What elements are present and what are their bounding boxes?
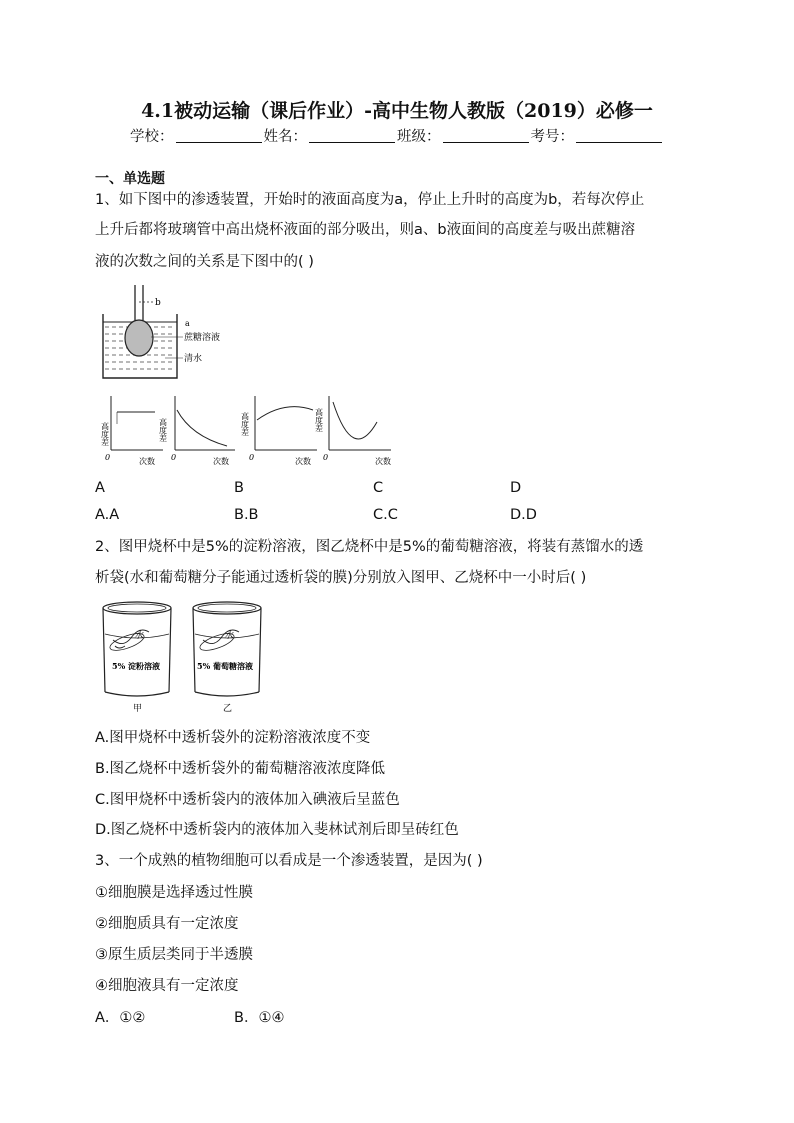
graph-b xyxy=(159,396,236,466)
beaker-yi-bag-label: 水 xyxy=(224,631,234,641)
q1-stem-line-2: 上升后都将玻璃管中高出烧杯液面的部分吸出，则a、b液面间的高度差与吸出蔗糖溶 xyxy=(95,222,636,238)
q1-stem-line-3: 液的次数之间的关系是下图中的( ) xyxy=(95,254,314,270)
q3-item-3: ③原生质层类同于半透膜 xyxy=(95,947,253,963)
graph-c-origin: 0 xyxy=(249,453,255,462)
q2-option-d[interactable]: D.图乙烧杯中透析袋内的液体加入斐林试剂后即呈砖红色 xyxy=(95,822,459,838)
q1-option-d[interactable]: D.D xyxy=(510,507,537,523)
label-clear-water: 清水 xyxy=(184,354,203,364)
page-title: 4.1被动运输（课后作业）-高中生物人教版（2019）必修一 xyxy=(141,100,653,122)
graph-a-origin: 0 xyxy=(105,453,111,462)
q1-option-b[interactable]: B.B xyxy=(234,507,259,523)
beaker-jia-name: 甲 xyxy=(133,704,143,714)
q3-option-a[interactable]: A．①② xyxy=(95,1010,146,1026)
graph-a-xlabel: 次数 xyxy=(139,457,155,466)
beaker-yi-solution-label: 5% 葡萄糖溶液 xyxy=(197,661,253,671)
name-label: 姓名： xyxy=(263,129,307,145)
apparatus-bulb xyxy=(125,320,153,356)
graph-b-ylabel: 高度差 xyxy=(158,418,168,442)
q1-graph-options xyxy=(95,388,395,468)
graph-c-xlabel: 次数 xyxy=(295,457,311,466)
q2-beakers-figure xyxy=(95,596,275,714)
name-blank[interactable] xyxy=(309,128,395,143)
q2-stem-line-2: 析袋(水和葡萄糖分子能通过透析袋的膜)分别放入图甲、乙烧杯中一小时后( ) xyxy=(95,570,587,586)
student-info-row xyxy=(0,125,794,146)
exam-no-blank[interactable] xyxy=(576,128,662,143)
osmosis-apparatus-figure xyxy=(95,282,255,382)
q3-option-b[interactable]: B．①④ xyxy=(234,1010,285,1026)
q3-item-1: ①细胞膜是选择透过性膜 xyxy=(95,885,253,901)
beaker-jia xyxy=(103,602,171,714)
graph-a-ylabel: 高度差 xyxy=(100,422,110,446)
label-sucrose-solution: 蔗糖溶液 xyxy=(184,333,221,343)
school-label: 学校： xyxy=(130,129,174,145)
label-b: b xyxy=(155,298,161,308)
class-label: 班级： xyxy=(397,129,441,145)
q2-option-c[interactable]: C.图甲烧杯中透析袋内的液体加入碘液后呈蓝色 xyxy=(95,792,400,808)
exam-no-label: 考号： xyxy=(530,129,574,145)
q3-item-4: ④细胞液具有一定浓度 xyxy=(95,978,239,994)
graph-c xyxy=(241,396,318,466)
q3-item-2: ②细胞质具有一定浓度 xyxy=(95,916,239,932)
graph-letter-d: D xyxy=(510,480,522,496)
graph-c-ylabel: 高度差 xyxy=(240,412,250,436)
q1-stem-line-1: 1、如下图中的渗透装置，开始时的液面高度为a，停止上升时的高度为b，若每次停止 xyxy=(95,192,645,208)
school-blank[interactable] xyxy=(176,128,262,143)
graph-letter-c: C xyxy=(373,480,384,496)
beaker-jia-solution-label: 5% 淀粉溶液 xyxy=(112,661,160,671)
graph-d xyxy=(315,396,392,466)
beaker-yi xyxy=(193,602,261,714)
beaker-yi-name: 乙 xyxy=(223,704,233,714)
graph-b-xlabel: 次数 xyxy=(213,457,229,466)
q1-option-a[interactable]: A.A xyxy=(95,507,120,523)
graph-d-ylabel: 高度差 xyxy=(314,408,324,432)
graph-letter-b: B xyxy=(234,480,244,496)
q2-option-b[interactable]: B.图乙烧杯中透析袋外的葡萄糖溶液浓度降低 xyxy=(95,761,386,777)
graph-b-origin: 0 xyxy=(171,453,177,462)
q2-option-a[interactable]: A.图甲烧杯中透析袋外的淀粉溶液浓度不变 xyxy=(95,730,371,746)
graph-d-xlabel: 次数 xyxy=(375,457,391,466)
class-blank[interactable] xyxy=(443,128,529,143)
q2-stem-line-1: 2、图甲烧杯中是5%的淀粉溶液，图乙烧杯中是5%的葡萄糖溶液，将装有蒸馏水的透 xyxy=(95,539,644,555)
graph-a xyxy=(101,396,164,466)
beaker-jia-bag-label: 水 xyxy=(134,631,144,641)
label-a: a xyxy=(185,319,190,328)
graph-d-origin: 0 xyxy=(323,453,329,462)
section-title: 一、单选题 xyxy=(95,171,165,187)
q1-option-c[interactable]: C.C xyxy=(373,507,398,523)
q3-stem: 3、一个成熟的植物细胞可以看成是一个渗透装置，是因为( ) xyxy=(95,853,483,869)
graph-letter-a: A xyxy=(95,480,105,496)
